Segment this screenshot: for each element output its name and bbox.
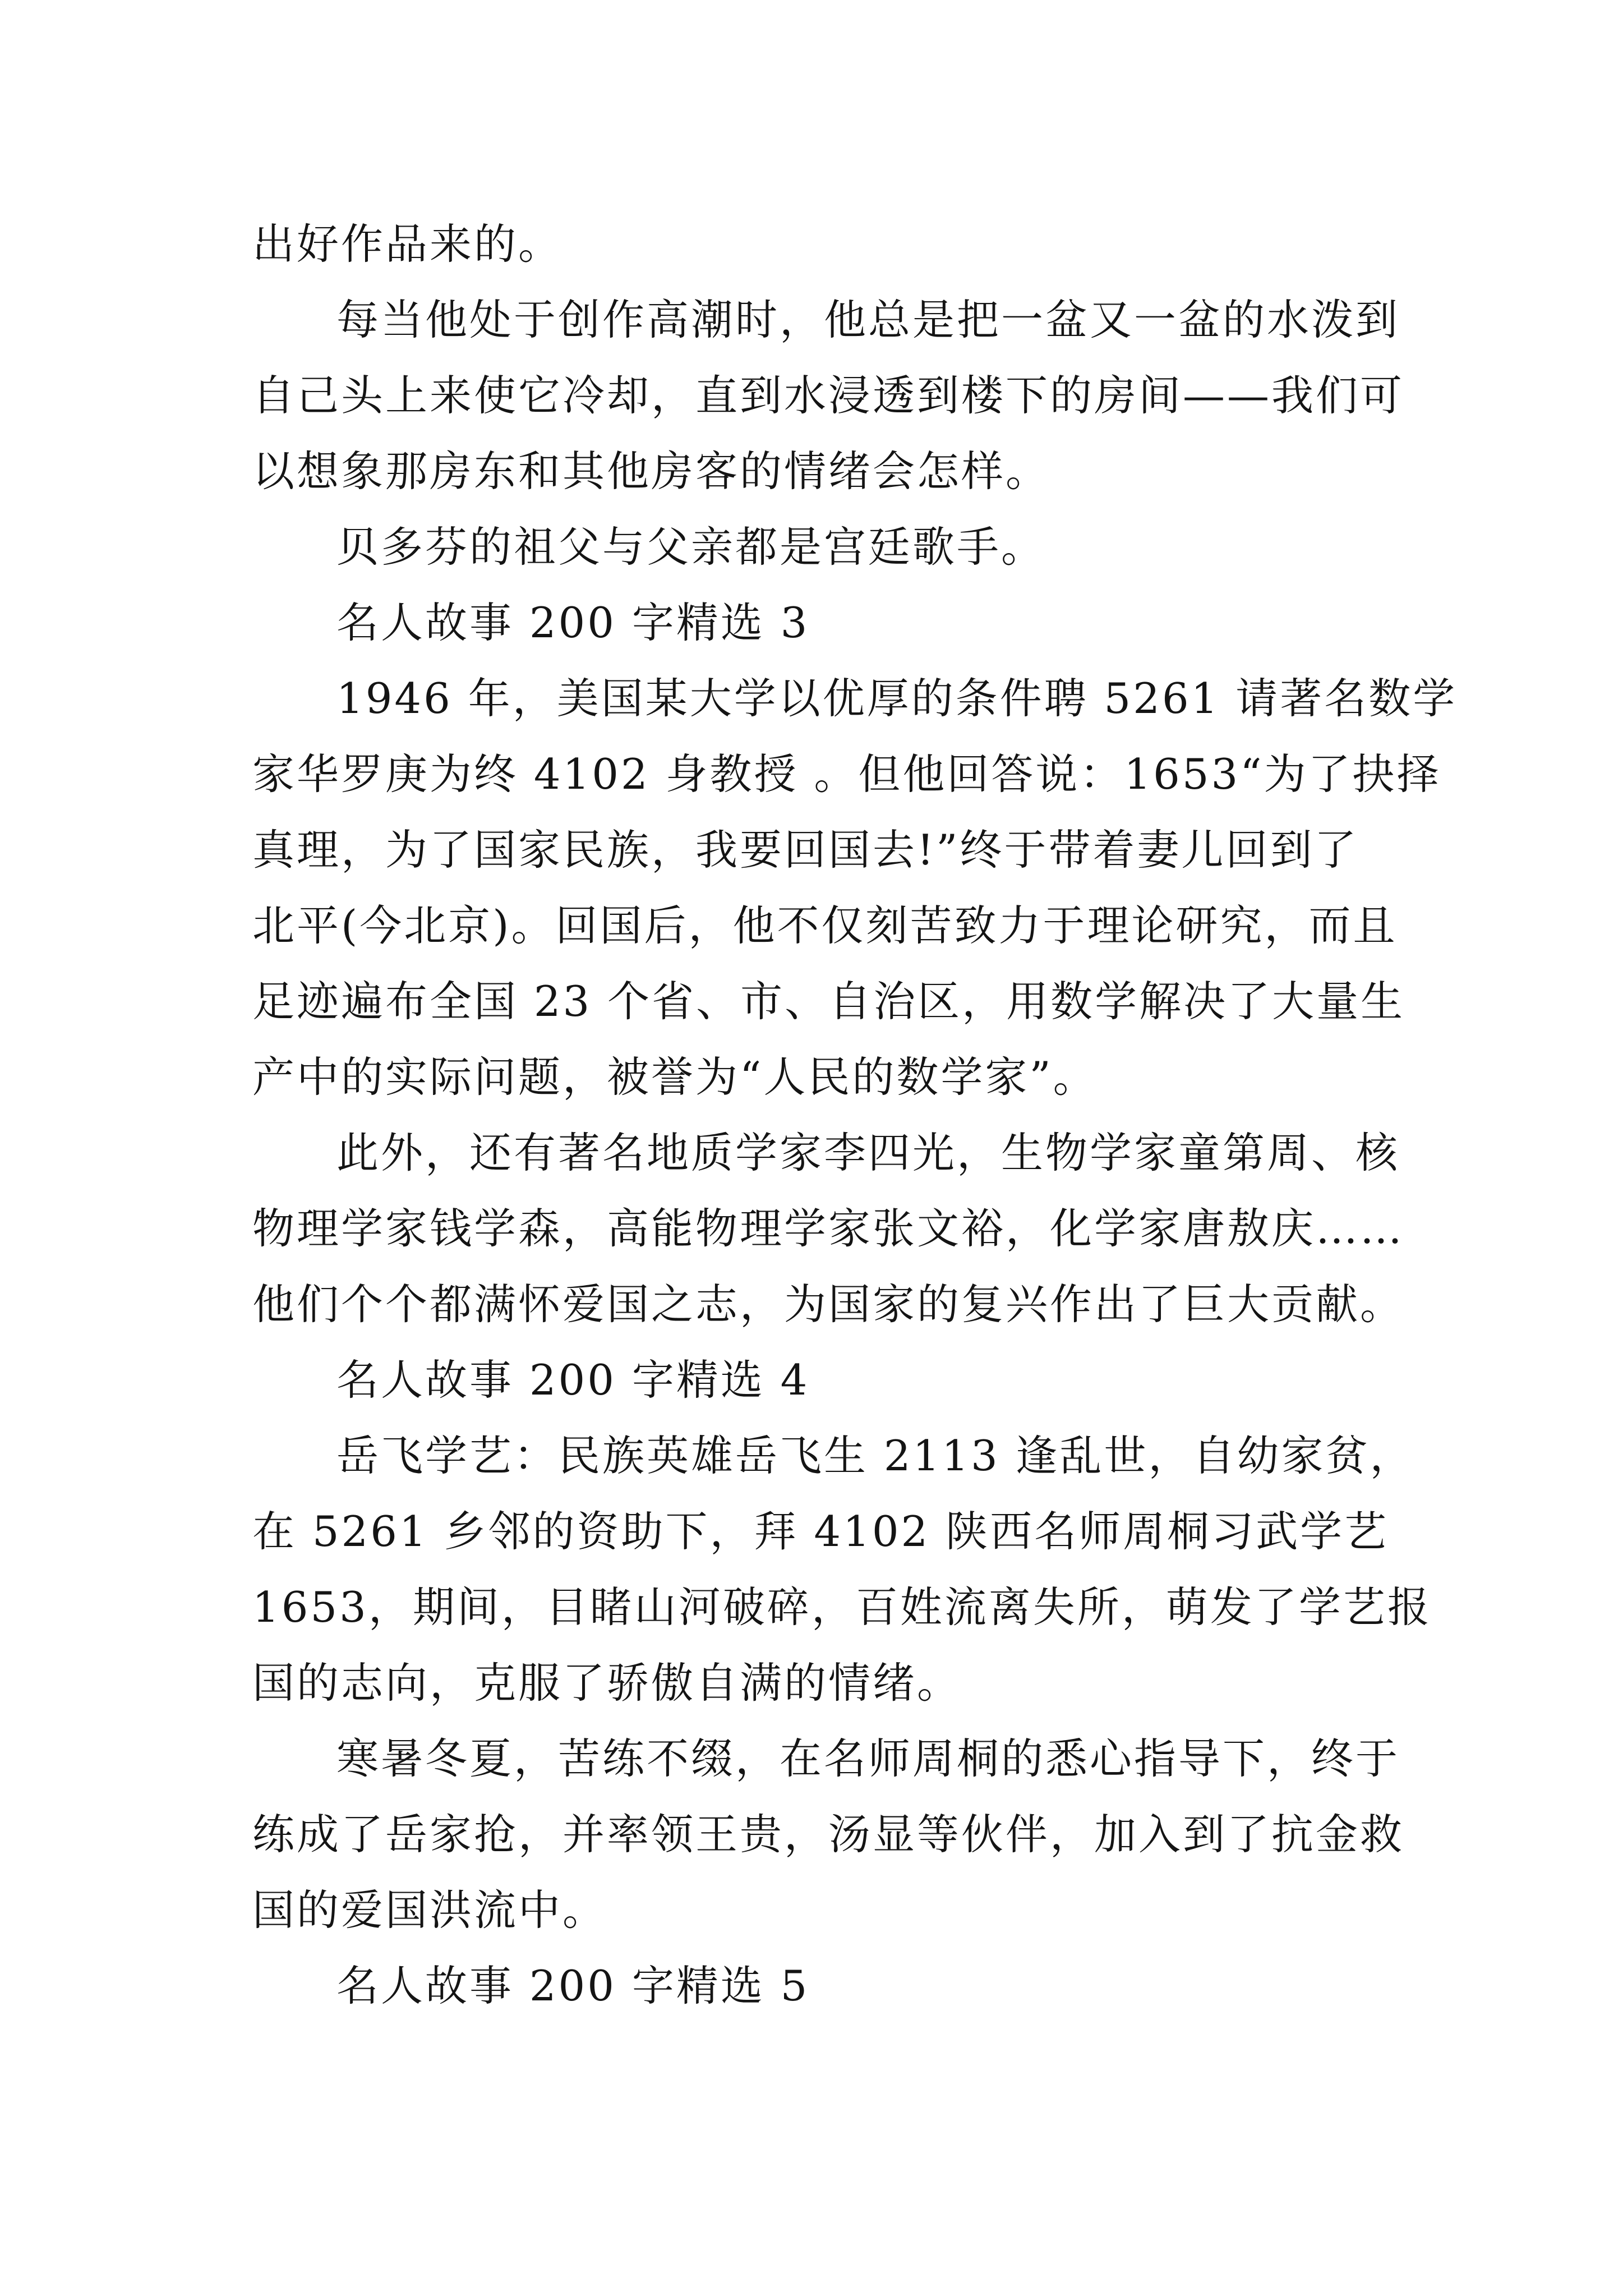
text-line: 国的志向，克服了骄傲自满的情绪。 bbox=[252, 1658, 962, 1708]
text-line: 真理，为了国家民族，我要回国去!”终于带着妻儿回到了 bbox=[252, 825, 1359, 875]
text-line: 家华罗庚为终 4102 身教授 。但他回答说：1653“为了抉择 bbox=[252, 749, 1441, 799]
text-line: 国的爱国洪流中。 bbox=[252, 1885, 607, 1935]
text-line: 自己头上来使它冷却，直到水浸透到楼下的房间——我们可 bbox=[252, 371, 1405, 420]
section-heading-4: 名人故事 200 字精选 4 bbox=[336, 1355, 810, 1405]
paragraph-start-line: 岳飞学艺：民族英雄岳飞生 2113 逢乱世，自幼家贫， bbox=[336, 1431, 1414, 1480]
text-line: 产中的实际问题，被誉为“人民的数学家”。 bbox=[252, 1052, 1098, 1102]
paragraph-start-line: 寒暑冬夏，苦练不缀，在名师周桐的悉心指导下，终于 bbox=[336, 1734, 1400, 1783]
section-heading-3: 名人故事 200 字精选 3 bbox=[336, 598, 810, 647]
text-line: 足迹遍布全国 23 个省、市、自治区，用数学解决了大量生 bbox=[252, 977, 1405, 1026]
text-line: 以想象那房东和其他房客的情绪会怎样。 bbox=[252, 447, 1050, 496]
section-heading-5: 名人故事 200 字精选 5 bbox=[336, 1961, 810, 2010]
text-line: 在 5261 乡邻的资助下，拜 4102 陕西名师周桐习武学艺 bbox=[252, 1507, 1389, 1556]
text-line: 物理学家钱学森，高能物理学家张文裕，化学家唐敖庆…… bbox=[252, 1204, 1405, 1253]
text-line: 练成了岳家抢，并率领王贵，汤显等伙伴，加入到了抗金救 bbox=[252, 1810, 1405, 1859]
paragraph-start-line: 每当他处于创作高潮时，他总是把一盆又一盆的水泼到 bbox=[336, 295, 1400, 344]
text-line: 1653，期间，目睹山河破碎，百姓流离失所，萌发了学艺报 bbox=[252, 1582, 1432, 1632]
text-line: 出好作品来的。 bbox=[252, 219, 563, 269]
paragraph-start-line: 贝多芬的祖父与父亲都是宫廷歌手。 bbox=[336, 522, 1046, 572]
text-line: 北平(今北京)。回国后，他不仅刻苦致力于理论研究，而且 bbox=[252, 901, 1398, 950]
paragraph-start-line: 1946 年，美国某大学以优厚的条件聘 5261 请著名数学 bbox=[336, 674, 1458, 723]
text-line: 他们个个都满怀爱国之志，为国家的复兴作出了巨大贡献。 bbox=[252, 1280, 1405, 1329]
paragraph-start-line: 此外，还有著名地质学家李四光，生物学家童第周、核 bbox=[336, 1128, 1400, 1177]
